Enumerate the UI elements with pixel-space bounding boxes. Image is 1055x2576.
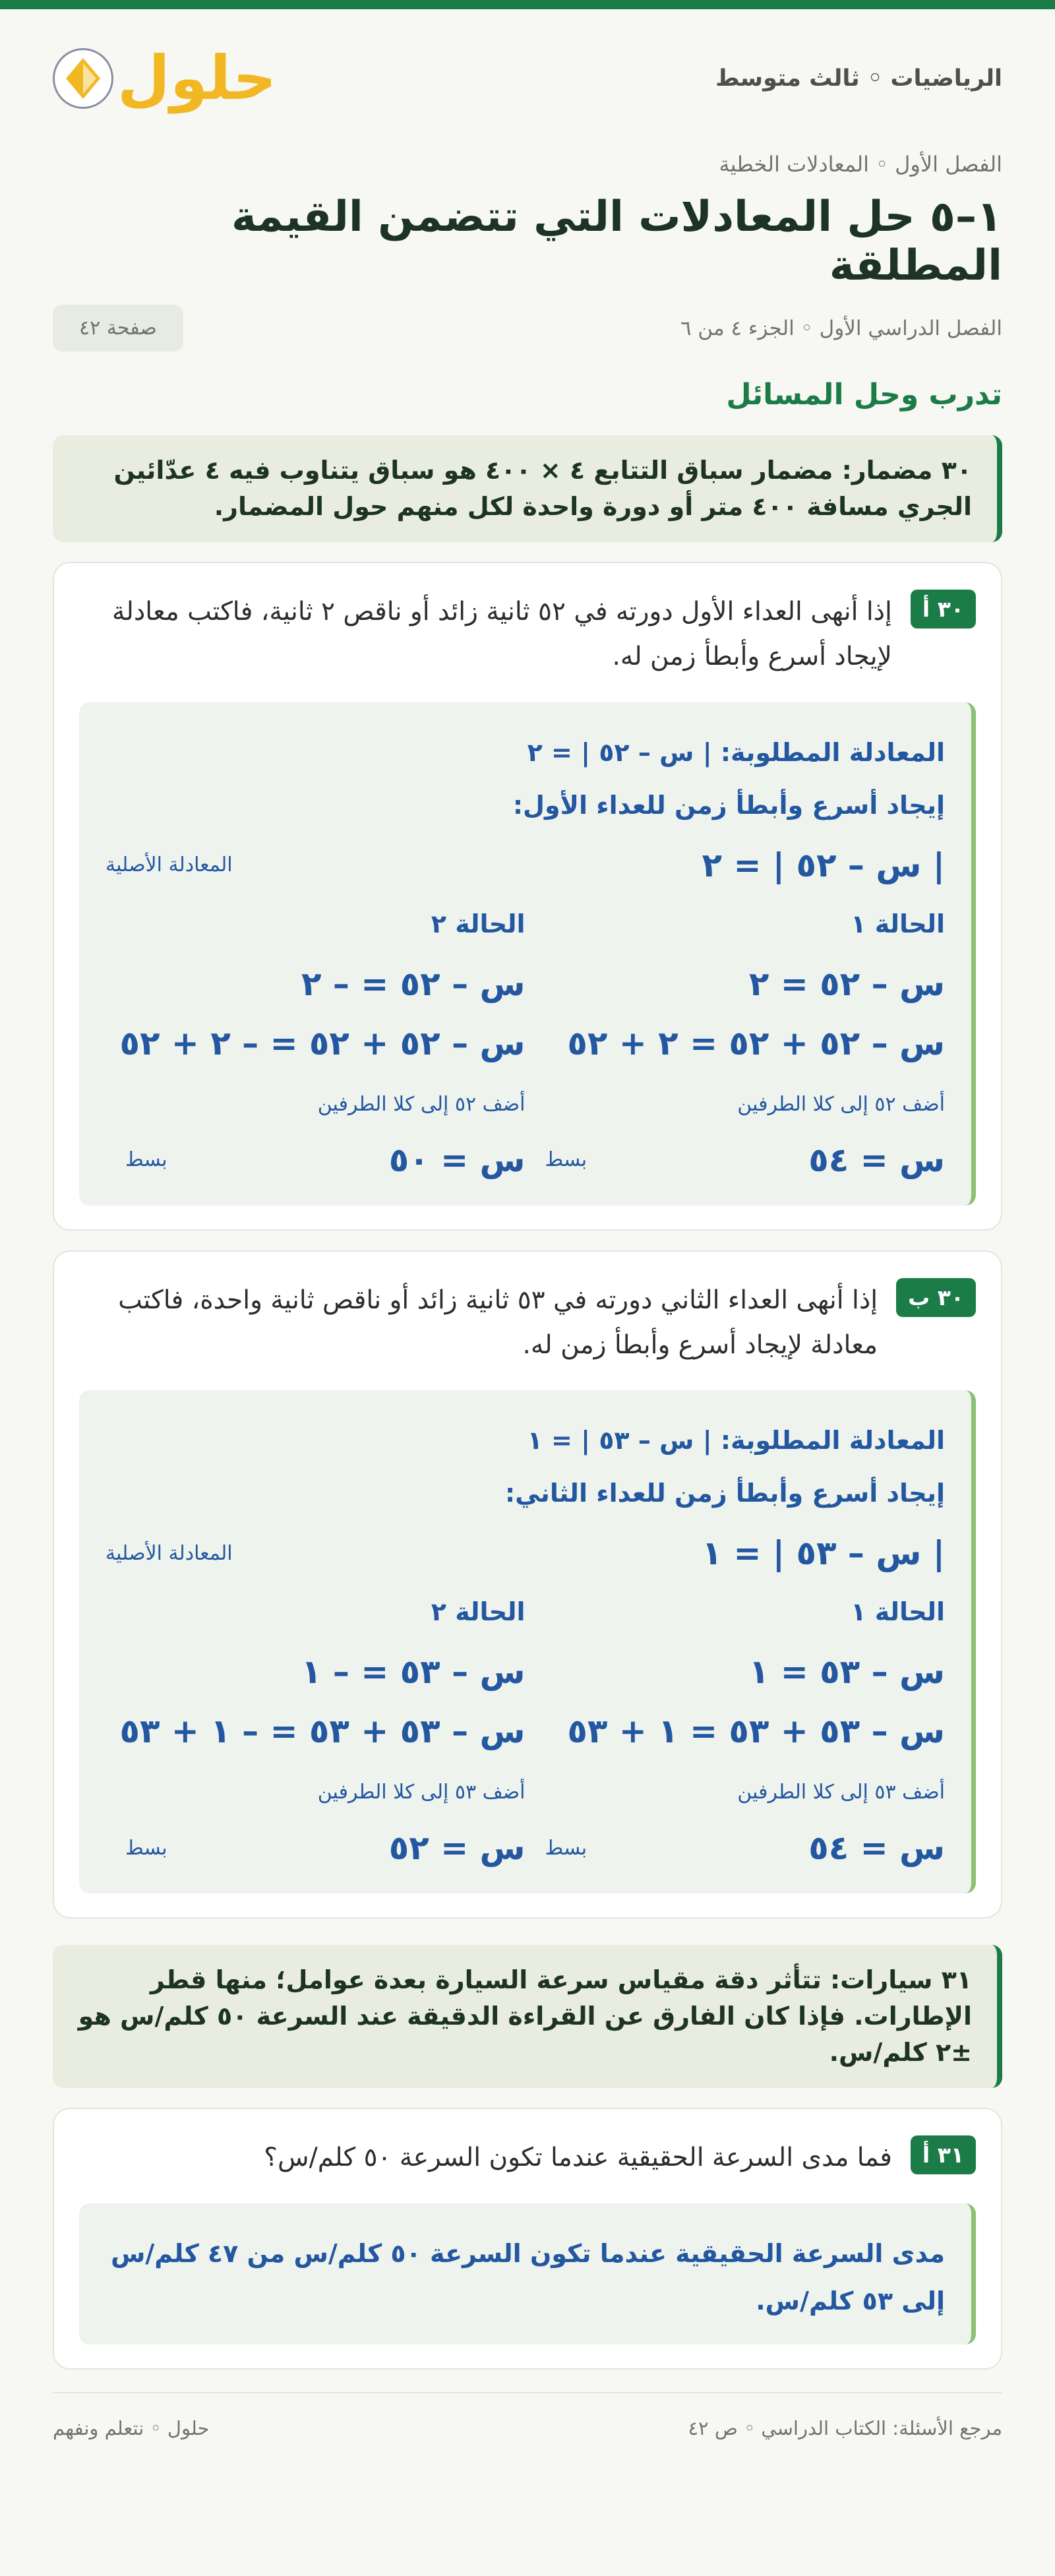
page-number-badge: صفحة ٤٢ (53, 305, 183, 352)
case-step: س – ٥٢ + ٥٢ = ٢ + ٥٢ (567, 1024, 945, 1062)
find-heading: إيجاد أسرع وأبطأ زمن للعداء الثاني: (504, 1479, 945, 1508)
original-equation: | س – ٥٢ | = ٢ (702, 845, 945, 884)
problem-31-statement: ٣١ سيارات: تتأثر دقة مقياس سرعة السيارة بعدة عوامل؛ منها قطر الإطارات. فإذا كان الفارق عن القراءة الدقيقة عند السرعة ٥٠ كلم/س هو ±٢ كلم/س. (53, 1945, 1002, 2088)
question-badge: ٣١ أ (911, 2135, 976, 2174)
logo-emblem-icon (53, 48, 113, 109)
logo-text: حلول (117, 43, 277, 113)
case-2 (106, 909, 526, 1179)
solution-box (79, 2203, 976, 2345)
case-label: الحالة ٢ (431, 1597, 526, 1627)
case-label: الحالة ١ (851, 1597, 945, 1627)
simplify-note: بسط (545, 1836, 588, 1860)
case-1 (526, 1597, 946, 1867)
question-badge: ٣٠ ب (896, 1278, 976, 1317)
case-step: س – ٥٣ + ٥٣ = ١ + ٥٣ (567, 1712, 945, 1751)
page-footer (53, 2392, 1002, 2439)
problem-30-statement: ٣٠ مضمار: مضمار سباق التتابع ٤ × ٤٠٠ هو سباق يتناوب فيه ٤ عدّائين الجري مسافة ٤٠٠ متر أو دورة واحدة لكل منهم حول المضمار. (53, 435, 1002, 542)
original-equation-note: المعادلة الأصلية (106, 853, 233, 877)
simplify-note: بسط (125, 1836, 167, 1860)
case-1 (526, 909, 946, 1179)
question-text: إذا أنهى العداء الأول دورته في ٥٢ ثانية زائد أو ناقص ٢ ثانية، فاكتب معادلة لإيجاد أسرع وأبطأ زمن له. (112, 597, 892, 672)
step-note: أضف ٥٣ إلى كلا الطرفين (317, 1781, 526, 1804)
required-equation: المعادلة المطلوبة: | س – ٥٣ | = ١ (527, 1426, 945, 1456)
answer-text: مدى السرعة الحقيقية عندما تكون السرعة ٥٠ كلم/س من ٤٧ كلم/س إلى ٥٣ كلم/س. (110, 2238, 945, 2315)
original-equation-note: المعادلة الأصلية (106, 1541, 233, 1565)
case-step: س – ٥٢ = – ٢ (301, 964, 526, 1003)
step-note: أضف ٥٣ إلى كلا الطرفين (737, 1781, 945, 1804)
step-note: أضف ٥٢ إلى كلا الطرفين (737, 1092, 945, 1116)
term-info: الفصل الدراسي الأول ◦ الجزء ٤ من ٦ (680, 316, 1002, 340)
page-header (53, 9, 1002, 148)
case-result: س = ٥٠ (388, 1140, 526, 1179)
required-equation: المعادلة المطلوبة: | س – ٥٢ | = ٢ (527, 737, 945, 767)
case-step: س – ٥٢ = ٢ (748, 964, 945, 1003)
case-result: س = ٥٤ (808, 1140, 945, 1179)
question-card-31a (53, 2108, 1002, 2370)
footer-reference: مرجع الأسئلة: الكتاب الدراسي ◦ ص ٤٢ (688, 2417, 1002, 2440)
simplify-note: بسط (125, 1148, 167, 1172)
top-accent-bar (0, 0, 1055, 9)
case-step: س – ٥٣ + ٥٣ = – ١ + ٥٣ (119, 1712, 526, 1751)
question-text: فما مدى السرعة الحقيقية عندما تكون السرعة ٥٠ كلم/س؟ (264, 2143, 892, 2173)
chapter-breadcrumb: الفصل الأول ◦ المعادلات الخطية (719, 152, 1002, 177)
section-title: تدرب وحل المسائل (726, 378, 1002, 412)
case-label: الحالة ٢ (431, 909, 526, 938)
case-result: س = ٥٢ (388, 1829, 526, 1868)
simplify-note: بسط (545, 1148, 588, 1172)
question-card-30b (53, 1250, 1002, 1919)
case-step: س – ٥٣ = – ١ (301, 1653, 526, 1692)
solution-box (79, 1390, 976, 1893)
question-badge: ٣٠ أ (911, 590, 976, 629)
case-2 (106, 1597, 526, 1867)
case-label: الحالة ١ (851, 909, 945, 938)
original-equation: | س – ٥٣ | = ١ (702, 1534, 945, 1573)
footer-brand: حلول ◦ نتعلم ونفهم (53, 2417, 210, 2440)
question-card-30a (53, 562, 1002, 1231)
question-text: إذا أنهى العداء الثاني دورته في ٥٣ ثانية زائد أو ناقص ثانية واحدة، فاكتب معادلة لإيجاد أسرع وأبطأ زمن له. (118, 1285, 878, 1360)
solution-box (79, 702, 976, 1206)
case-step: س – ٥٢ + ٥٢ = – ٢ + ٥٢ (119, 1024, 526, 1062)
subject-breadcrumb: الرياضيات ◦ ثالث متوسط (715, 65, 1002, 92)
brand-logo[interactable] (53, 43, 277, 113)
case-result: س = ٥٤ (808, 1829, 945, 1868)
step-note: أضف ٥٢ إلى كلا الطرفين (317, 1092, 526, 1116)
find-heading: إيجاد أسرع وأبطأ زمن للعداء الأول: (512, 790, 945, 820)
page-title: ١–٥ حل المعادلات التي تتضمن القيمة المطلقة (231, 193, 1002, 290)
case-step: س – ٥٣ = ١ (748, 1653, 945, 1692)
